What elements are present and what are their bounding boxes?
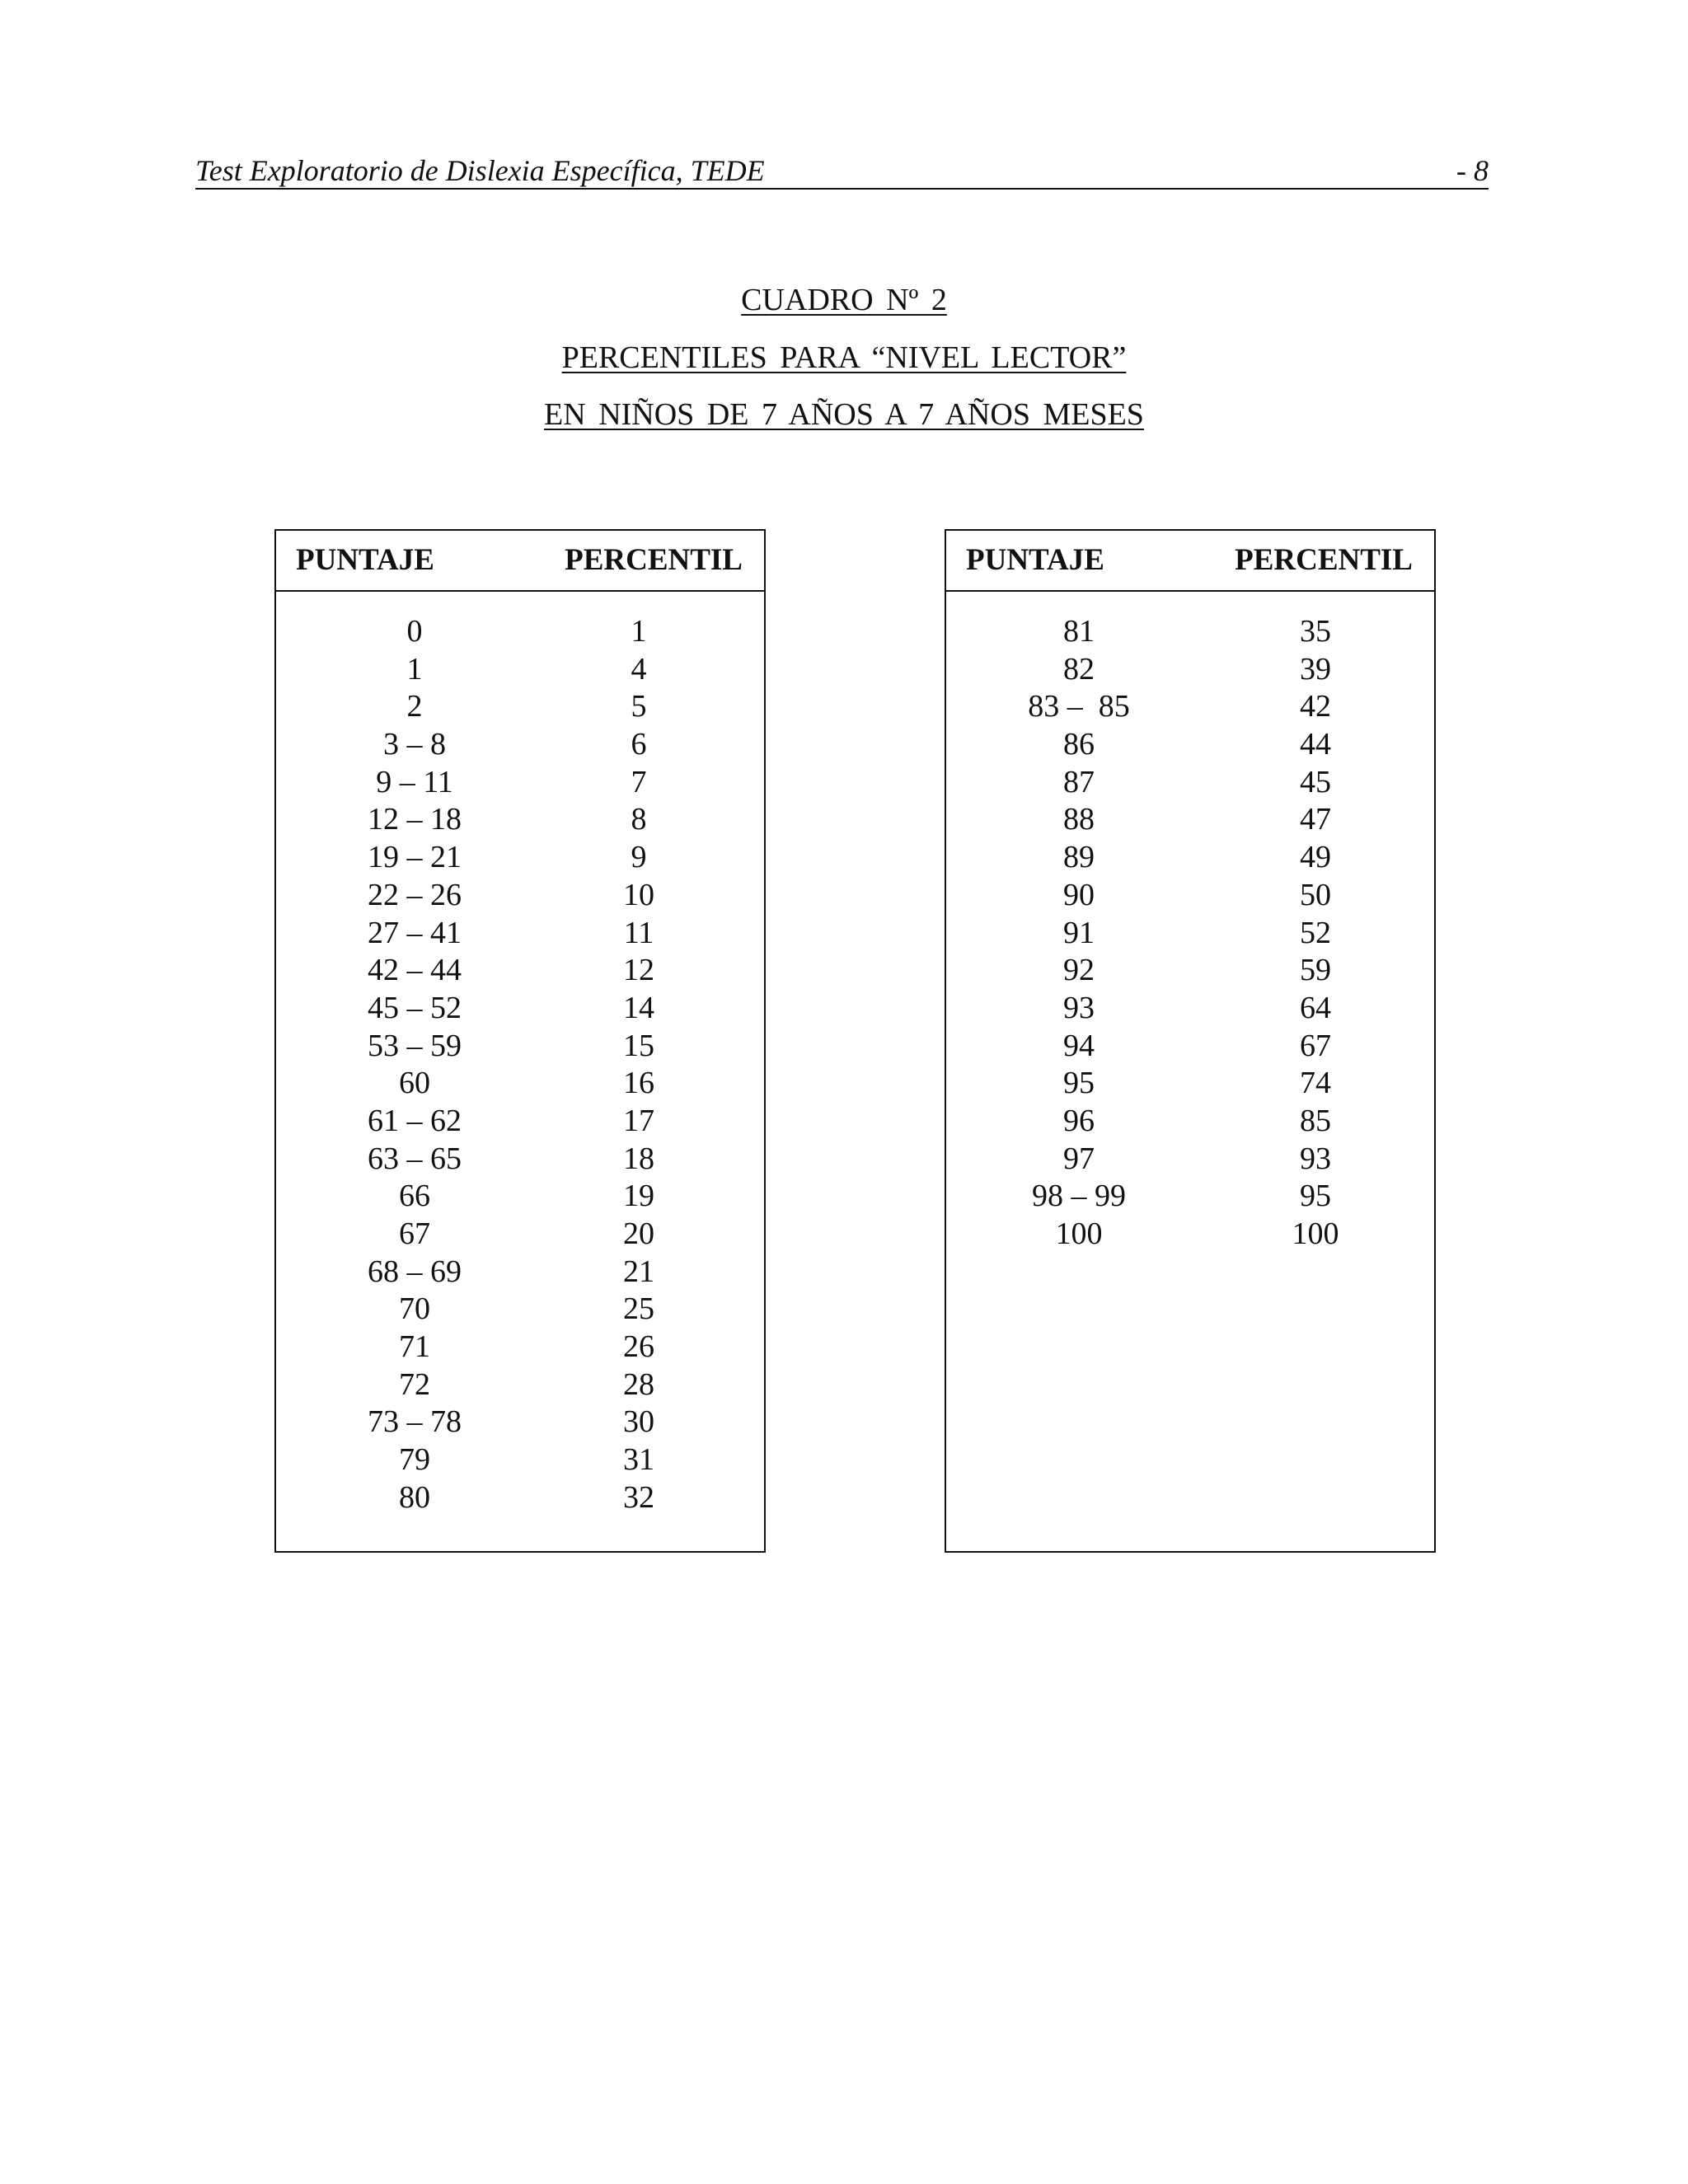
puntaje-cell: 27 – 41 [368, 915, 462, 950]
puntaje-cell: 12 – 18 [368, 802, 462, 837]
puntaje-cell: 82 [1063, 651, 1095, 687]
table-row [946, 915, 1434, 953]
table-row [946, 764, 1434, 802]
percentil-cell: 42 [1300, 689, 1331, 724]
puntaje-cell: 42 – 44 [368, 953, 462, 988]
table-row [276, 1141, 764, 1179]
table-row [276, 1103, 764, 1141]
table-row [276, 1441, 764, 1479]
puntaje-cell: 3 – 8 [383, 727, 446, 762]
percentil-cell: 19 [623, 1179, 654, 1214]
running-header [195, 153, 1489, 190]
column-header-percentil: PERCENTIL [1235, 543, 1413, 577]
puntaje-cell: 60 [399, 1066, 430, 1101]
puntaje-cell: 91 [1063, 915, 1095, 950]
table-row [276, 726, 764, 764]
table-row [946, 801, 1434, 839]
table-row [946, 1141, 1434, 1179]
percentil-cell: 18 [623, 1141, 654, 1176]
table-row [276, 651, 764, 689]
puntaje-cell: 97 [1063, 1141, 1095, 1176]
table-row [276, 1065, 764, 1103]
percentil-cell: 35 [1300, 614, 1331, 649]
table-row [276, 1291, 764, 1329]
percentil-cell: 1 [631, 614, 647, 649]
table-row [946, 952, 1434, 990]
percentil-cell: 7 [631, 764, 647, 799]
puntaje-cell: 89 [1063, 840, 1095, 875]
percentil-cell: 26 [623, 1329, 654, 1365]
table-row [946, 651, 1434, 689]
percentil-cell: 31 [623, 1442, 654, 1478]
puntaje-cell: 71 [399, 1329, 430, 1365]
percentil-cell: 64 [1300, 990, 1331, 1025]
percentil-cell: 16 [623, 1066, 654, 1101]
table-row [946, 839, 1434, 877]
percentil-cell: 8 [631, 802, 647, 837]
puntaje-cell: 61 – 62 [368, 1103, 462, 1138]
table-row [946, 1216, 1434, 1254]
table-row [276, 1329, 764, 1366]
table-caption-subtitle: EN NIÑOS DE 7 AÑOS A 7 AÑOS MESES [544, 397, 1144, 432]
table-row [946, 1178, 1434, 1216]
table-row [276, 1028, 764, 1066]
table-row [276, 1178, 764, 1216]
percentile-table-left [274, 529, 766, 1553]
percentil-cell: 100 [1292, 1216, 1339, 1251]
puntaje-cell: 73 – 78 [368, 1404, 462, 1440]
page-number: - 8 [1456, 154, 1489, 187]
puntaje-cell: 88 [1063, 802, 1095, 837]
percentil-cell: 45 [1300, 764, 1331, 799]
table-caption-title: PERCENTILES PARA “NIVEL LECTOR” [561, 340, 1127, 375]
puntaje-cell: 93 [1063, 990, 1095, 1025]
table-body [276, 613, 764, 1517]
table-row [946, 1065, 1434, 1103]
percentil-cell: 85 [1300, 1103, 1331, 1138]
percentil-cell: 93 [1300, 1141, 1331, 1176]
puntaje-cell: 96 [1063, 1103, 1095, 1138]
puntaje-cell: 1 [406, 651, 423, 687]
percentil-cell: 47 [1300, 802, 1331, 837]
table-row [276, 1254, 764, 1291]
percentil-cell: 11 [623, 915, 654, 950]
table-row [276, 990, 764, 1028]
table-row [276, 915, 764, 953]
percentil-cell: 39 [1300, 651, 1331, 687]
percentil-cell: 12 [623, 953, 654, 988]
percentil-cell: 20 [623, 1216, 654, 1251]
table-header [276, 531, 764, 592]
percentil-cell: 30 [623, 1404, 654, 1440]
puntaje-cell: 19 – 21 [368, 840, 462, 875]
puntaje-cell: 66 [399, 1179, 430, 1214]
puntaje-cell: 63 – 65 [368, 1141, 462, 1176]
table-row [946, 990, 1434, 1028]
column-header-puntaje: PUNTAJE [966, 543, 1104, 577]
table-row [276, 877, 764, 915]
percentil-cell: 21 [623, 1254, 654, 1289]
table-row [946, 688, 1434, 726]
table-row [276, 688, 764, 726]
puntaje-cell: 72 [399, 1366, 430, 1402]
table-row [276, 1216, 764, 1254]
percentil-cell: 9 [631, 840, 647, 875]
percentil-cell: 67 [1300, 1028, 1331, 1063]
percentil-cell: 14 [623, 990, 654, 1025]
puntaje-cell: 92 [1063, 953, 1095, 988]
puntaje-cell: 70 [399, 1291, 430, 1327]
puntaje-cell: 79 [399, 1442, 430, 1478]
puntaje-cell: 95 [1063, 1066, 1095, 1101]
percentil-cell: 32 [623, 1479, 654, 1515]
puntaje-cell: 53 – 59 [368, 1028, 462, 1063]
table-body [946, 613, 1434, 1254]
puntaje-cell: 100 [1055, 1216, 1103, 1251]
table-row [276, 1366, 764, 1404]
percentil-cell: 44 [1300, 727, 1331, 762]
table-row [946, 613, 1434, 651]
percentil-cell: 4 [631, 651, 647, 687]
percentile-table-right [945, 529, 1436, 1553]
puntaje-cell: 86 [1063, 727, 1095, 762]
percentil-cell: 59 [1300, 953, 1331, 988]
percentil-cell: 50 [1300, 877, 1331, 912]
table-caption-number: CUADRO Nº 2 [741, 283, 947, 317]
percentil-cell: 28 [623, 1366, 654, 1402]
table-row [946, 726, 1434, 764]
puntaje-cell: 90 [1063, 877, 1095, 912]
percentil-cell: 95 [1300, 1179, 1331, 1214]
puntaje-cell: 68 – 69 [368, 1254, 462, 1289]
percentil-cell: 5 [631, 689, 647, 724]
puntaje-cell: 87 [1063, 764, 1095, 799]
puntaje-cell: 98 – 99 [1032, 1179, 1126, 1214]
table-row [946, 1028, 1434, 1066]
table-row [946, 1103, 1434, 1141]
puntaje-cell: 2 [406, 689, 423, 724]
table-row [276, 801, 764, 839]
table-row [276, 1479, 764, 1517]
percentil-cell: 52 [1300, 915, 1331, 950]
puntaje-cell: 0 [406, 614, 423, 649]
percentil-cell: 6 [631, 727, 647, 762]
percentil-cell: 25 [623, 1291, 654, 1327]
puntaje-cell: 45 – 52 [368, 990, 462, 1025]
column-header-puntaje: PUNTAJE [296, 543, 434, 577]
puntaje-cell: 83 – 85 [1028, 689, 1130, 724]
table-row [276, 764, 764, 802]
table-row [276, 613, 764, 651]
puntaje-cell: 67 [399, 1216, 430, 1251]
table-header [946, 531, 1434, 592]
column-header-percentil: PERCENTIL [565, 543, 743, 577]
percentil-cell: 74 [1300, 1066, 1331, 1101]
puntaje-cell: 80 [399, 1479, 430, 1515]
puntaje-cell: 9 – 11 [376, 764, 453, 799]
percentil-cell: 15 [623, 1028, 654, 1063]
table-row [276, 1404, 764, 1441]
percentil-cell: 49 [1300, 840, 1331, 875]
puntaje-cell: 81 [1063, 614, 1095, 649]
document-title: Test Exploratorio de Dislexia Específica, TEDE [195, 154, 765, 187]
table-row [946, 877, 1434, 915]
table-row [276, 952, 764, 990]
puntaje-cell: 94 [1063, 1028, 1095, 1063]
table-row [276, 839, 764, 877]
percentil-cell: 10 [623, 877, 654, 912]
puntaje-cell: 22 – 26 [368, 877, 462, 912]
percentil-cell: 17 [623, 1103, 654, 1138]
